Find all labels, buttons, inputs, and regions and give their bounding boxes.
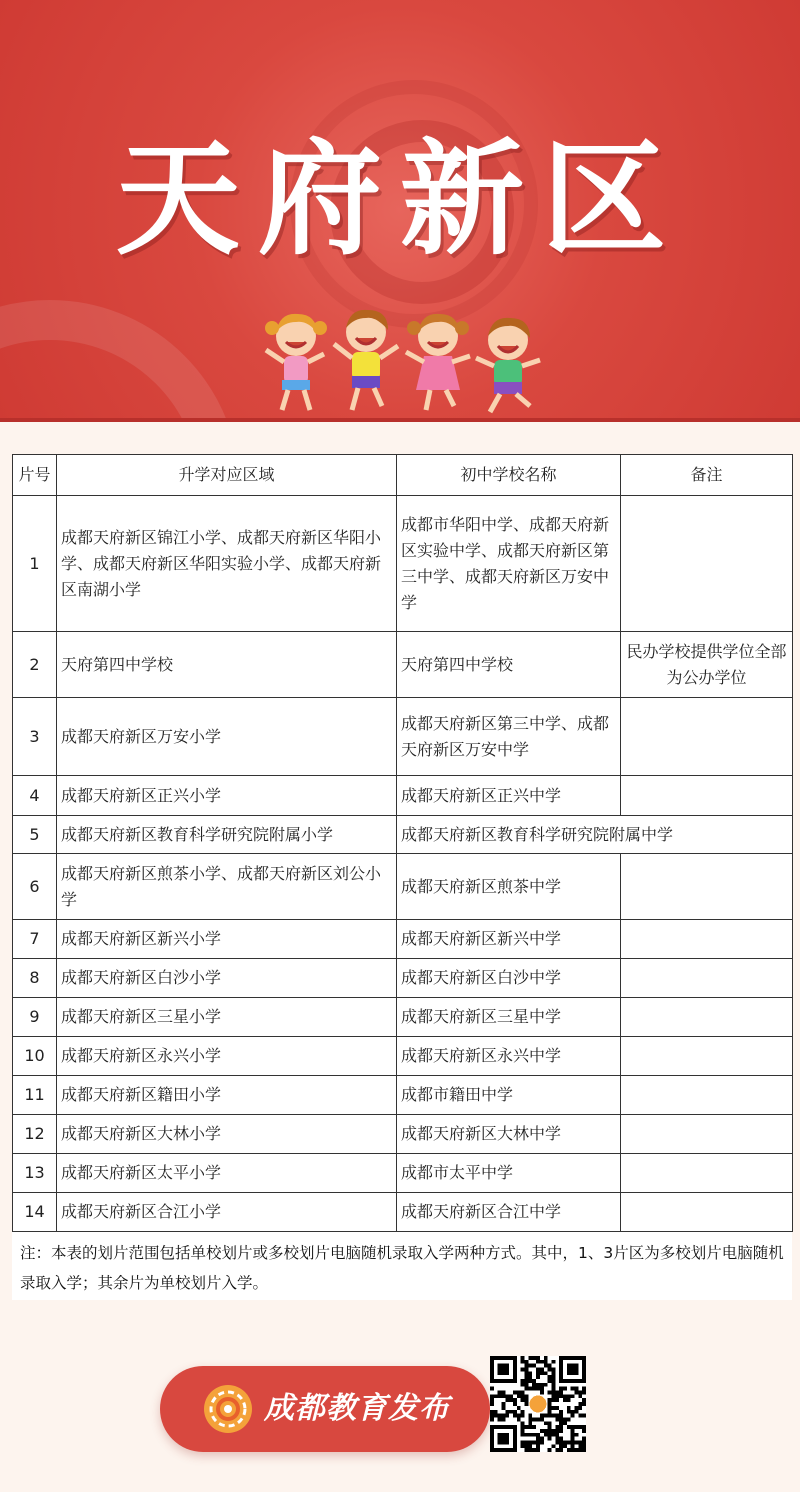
cell-school: 成都天府新区合江中学 <box>397 1193 621 1232</box>
cell-no: 9 <box>13 998 57 1037</box>
school-district-table <box>12 454 793 1232</box>
cell-no: 6 <box>13 854 57 920</box>
cell-area: 成都天府新区永兴小学 <box>57 1037 397 1076</box>
cell-school: 成都天府新区正兴中学 <box>397 776 621 816</box>
table-footnote: 注：本表的划片范围包括单校划片或多校划片电脑随机录取入学两种方式。其中，1、3片区为多校划片电脑随机录取入学；其余片为单校划片入学。 <box>20 1244 784 1292</box>
cell-school: 成都天府新区白沙中学 <box>397 959 621 998</box>
cell-no: 13 <box>13 1154 57 1193</box>
cell-note <box>621 776 793 816</box>
cell-note <box>621 698 793 776</box>
cell-note <box>621 998 793 1037</box>
school-district-table-container <box>12 454 792 1300</box>
cell-area: 成都天府新区教育科学研究院附属小学 <box>57 816 397 854</box>
cell-no: 10 <box>13 1037 57 1076</box>
cell-school: 成都市华阳中学、成都天府新区实验中学、成都天府新区第三中学、成都天府新区万安中学 <box>397 496 621 632</box>
table-header-row <box>13 455 793 496</box>
cell-no: 2 <box>13 632 57 698</box>
cell-area: 成都天府新区白沙小学 <box>57 959 397 998</box>
cell-area: 成都天府新区万安小学 <box>57 698 397 776</box>
cell-area: 天府第四中学校 <box>57 632 397 698</box>
cell-school: 成都天府新区三星中学 <box>397 998 621 1037</box>
cell-area: 成都天府新区合江小学 <box>57 1193 397 1232</box>
cell-school: 成都市太平中学 <box>397 1154 621 1193</box>
cell-note: 民办学校提供学位全部为公办学位 <box>621 632 793 698</box>
col-header-school: 初中学校名称 <box>397 455 621 496</box>
cell-note <box>621 1037 793 1076</box>
table-row <box>13 1037 793 1076</box>
kids-illustration-icon <box>258 306 548 418</box>
cell-school: 成都市籍田中学 <box>397 1076 621 1115</box>
cell-note <box>621 496 793 632</box>
table-row <box>13 1115 793 1154</box>
table-row <box>13 496 793 632</box>
cell-area: 成都天府新区籍田小学 <box>57 1076 397 1115</box>
cell-note <box>621 854 793 920</box>
cell-note <box>621 1193 793 1232</box>
table-row <box>13 632 793 698</box>
cell-note <box>621 920 793 959</box>
table-row <box>13 1076 793 1115</box>
cell-no: 8 <box>13 959 57 998</box>
cell-school: 成都天府新区煎茶中学 <box>397 854 621 920</box>
cell-school: 成都天府新区永兴中学 <box>397 1037 621 1076</box>
banner-bottom-strip <box>0 418 800 422</box>
col-header-no: 片号 <box>13 455 57 496</box>
cell-area: 成都天府新区大林小学 <box>57 1115 397 1154</box>
table-row <box>13 776 793 816</box>
cell-area: 成都天府新区三星小学 <box>57 998 397 1037</box>
table-row <box>13 1154 793 1193</box>
cell-note <box>621 959 793 998</box>
col-header-area: 升学对应区域 <box>57 455 397 496</box>
cell-note <box>621 1076 793 1115</box>
cell-no: 14 <box>13 1193 57 1232</box>
table-row <box>13 959 793 998</box>
page-title: 天府新区 <box>115 127 684 272</box>
table-row <box>13 854 793 920</box>
cell-no: 4 <box>13 776 57 816</box>
cell-school: 成都天府新区第三中学、成都天府新区万安中学 <box>397 698 621 776</box>
table-row <box>13 698 793 776</box>
cell-area: 成都天府新区新兴小学 <box>57 920 397 959</box>
table-row <box>13 816 793 854</box>
arc-decoration <box>0 300 240 422</box>
header-banner <box>0 0 800 422</box>
cell-area: 成都天府新区锦江小学、成都天府新区华阳小学、成都天府新区华阳实验小学、成都天府新区南湖小学 <box>57 496 397 632</box>
cell-school: 成都天府新区大林中学 <box>397 1115 621 1154</box>
cell-school: 成都天府新区新兴中学 <box>397 920 621 959</box>
brand-name: 成都教育发布 <box>264 1391 450 1426</box>
cell-area: 成都天府新区煎茶小学、成都天府新区刘公小学 <box>57 854 397 920</box>
cell-note <box>621 1154 793 1193</box>
table-row <box>13 998 793 1037</box>
cell-no: 1 <box>13 496 57 632</box>
cell-school: 天府第四中学校 <box>397 632 621 698</box>
cell-area: 成都天府新区正兴小学 <box>57 776 397 816</box>
table-row <box>13 1193 793 1232</box>
qr-code-icon <box>490 1356 586 1452</box>
cell-school: 成都天府新区教育科学研究院附属中学 <box>397 816 793 854</box>
cell-no: 7 <box>13 920 57 959</box>
cell-note <box>621 1115 793 1154</box>
col-header-note: 备注 <box>621 455 793 496</box>
cell-no: 11 <box>13 1076 57 1115</box>
cell-no: 12 <box>13 1115 57 1154</box>
cell-no: 5 <box>13 816 57 854</box>
table-row <box>13 920 793 959</box>
brand-badge <box>160 1366 490 1452</box>
chengdu-education-logo-icon <box>202 1383 254 1435</box>
cell-no: 3 <box>13 698 57 776</box>
cell-area: 成都天府新区太平小学 <box>57 1154 397 1193</box>
